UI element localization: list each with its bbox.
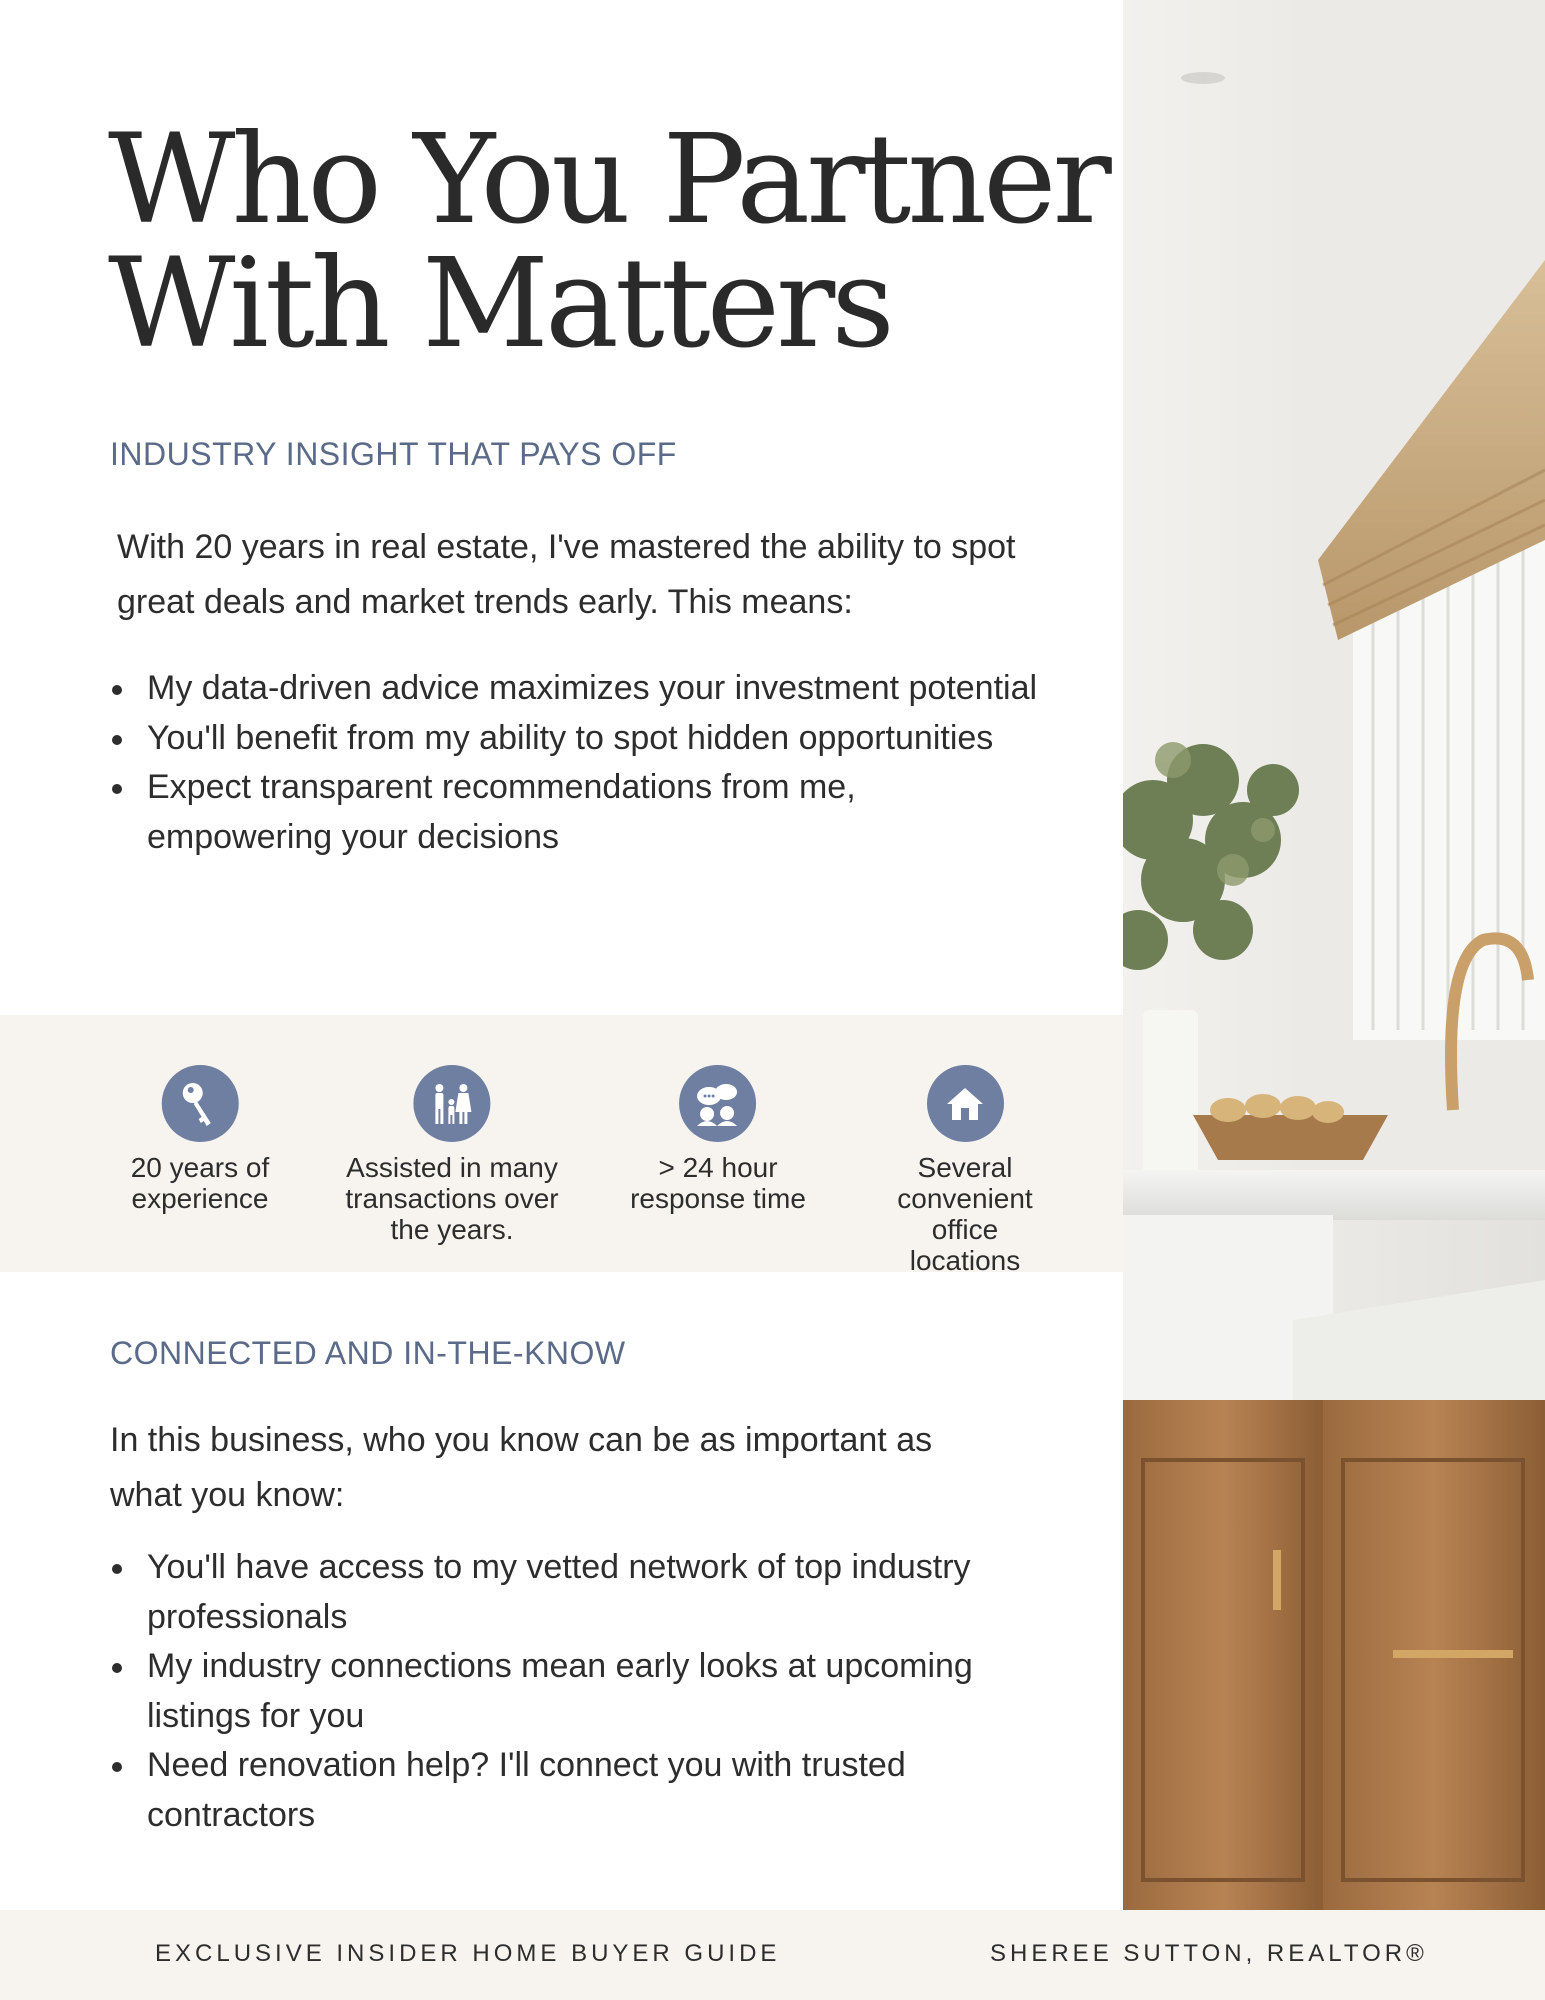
- stat-transactions: [345, 1065, 558, 1245]
- footer-agent-name: SHEREE SUTTON, REALTOR®: [990, 1940, 1428, 1967]
- list-item: Need renovation help? I'll connect you with trusted contractors: [110, 1741, 1040, 1840]
- stat-experience: [131, 1065, 270, 1214]
- house-icon: [927, 1065, 1004, 1142]
- list-item: You'll have access to my vetted network of top industry professionals: [110, 1543, 1040, 1642]
- kitchen-photo: [1123, 0, 1545, 1910]
- chat-bubbles-icon: [680, 1065, 757, 1142]
- stat-text: Assisted in many transactions over the years.: [345, 1152, 559, 1245]
- stats-band: [0, 1015, 1123, 1276]
- page-title-line-1: Who You Partner: [108, 108, 1108, 252]
- bullet-list-connected: [110, 1543, 1040, 1840]
- stat-text: 20 years of experience: [130, 1152, 270, 1214]
- key-icon: [162, 1065, 239, 1142]
- section-intro-insight: With 20 years in real estate, I've mastered the ability to spot great deals and market trends early. This means:: [117, 528, 1016, 621]
- page-title: [108, 108, 1108, 376]
- list-item: My data-driven advice maximizes your investment potential: [110, 664, 1040, 714]
- footer-guide-title: EXCLUSIVE INSIDER HOME BUYER GUIDE: [155, 1940, 781, 1967]
- page-title-line-2: With Matters: [108, 232, 891, 376]
- list-item: Expect transparent recommendations from me, empowering your decisions: [110, 763, 1040, 862]
- stat-response-time: [630, 1065, 806, 1214]
- section-intro-connected: In this business, who you know can be as important as what you know:: [110, 1421, 933, 1514]
- stat-office-locations: [886, 1065, 1044, 1276]
- family-icon: [414, 1065, 491, 1142]
- footer: [0, 1910, 1545, 2000]
- list-item: My industry connections mean early looks at upcoming listings for you: [110, 1642, 1040, 1741]
- bullet-list-insight: [110, 664, 1040, 862]
- section-heading-insight: INDUSTRY INSIGHT THAT PAYS OFF: [110, 436, 677, 472]
- list-item: You'll benefit from my ability to spot hidden opportunities: [110, 714, 1040, 764]
- stat-text: Several convenient office locations: [897, 1152, 1033, 1276]
- section-heading-connected: CONNECTED AND IN-THE-KNOW: [110, 1335, 626, 1371]
- stat-text: > 24 hour response time: [630, 1152, 806, 1214]
